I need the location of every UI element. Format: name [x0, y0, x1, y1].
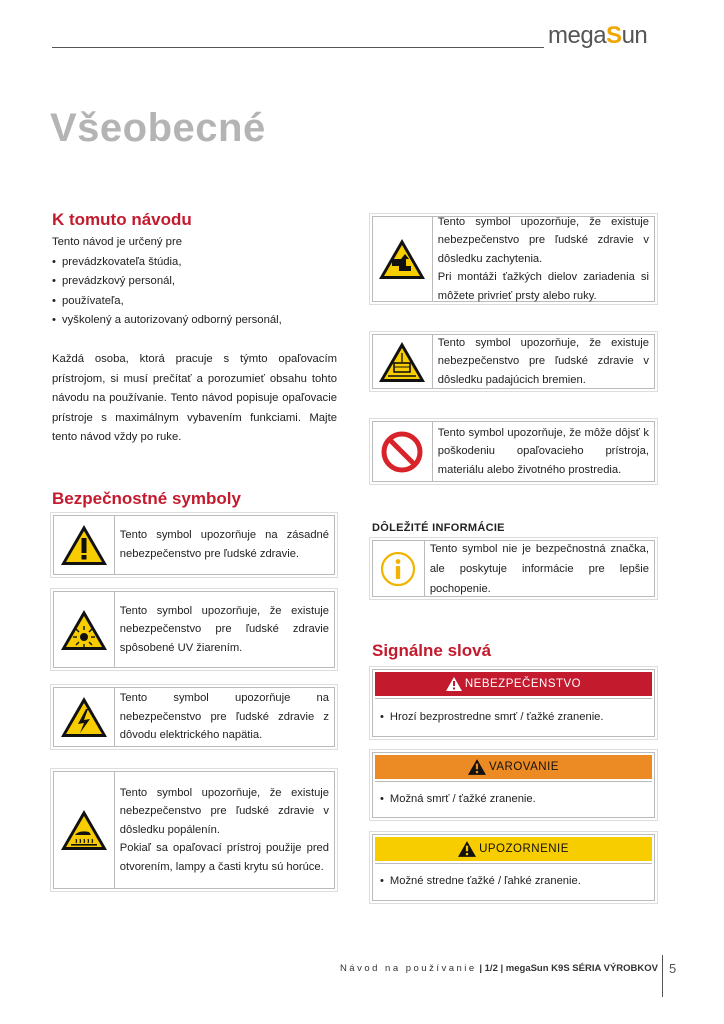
- info-heading: DÔLEŽITÉ INFORMÁCIE: [372, 522, 505, 534]
- signal-box-danger: [372, 669, 655, 737]
- footer: Návod na používanie | 1/2 | megaSun K9S SÉRIA VÝROBKOV: [339, 963, 658, 974]
- symbol-box-uv: Tento symbol upozorňuje, že existuje nebezpečenstvo pre ľudské zdravie spôsobené UV žiarením.: [53, 591, 335, 668]
- symbol-box-falling: Tento symbol upozorňuje, že existuje nebezpečenstvo pre ľudské zdravie v dôsledku padajúcich bremien.: [372, 334, 655, 389]
- signal-box-caution: [372, 834, 655, 901]
- warning-triangle-icon: [446, 677, 462, 691]
- safety-heading: Bezpečnostné symboly: [52, 489, 241, 508]
- footer-divider: [662, 955, 663, 997]
- about-heading: K tomuto návodu: [52, 210, 192, 229]
- list-item: • prevádzkový personál,: [52, 272, 337, 292]
- list-item: • používateľa,: [52, 292, 337, 312]
- audience-list: [52, 253, 337, 331]
- signal-description: • Možné stredne ťažké / ľahké zranenie.: [375, 863, 652, 898]
- electrical-hazard-icon: [54, 688, 115, 746]
- danger-banner: NEBEZPEČENSTVO: [375, 672, 652, 696]
- warning-triangle-icon: [458, 841, 476, 857]
- header-rule: [52, 47, 544, 48]
- uv-radiation-icon: [54, 592, 115, 667]
- page-number: 5: [669, 961, 677, 976]
- info-box: Tento symbol nie je bezpečnostná značka, ale poskytuje informácie pre lepšie pochopenie.: [372, 540, 655, 597]
- signal-box-warning: [372, 752, 655, 818]
- prohibition-icon: [373, 422, 433, 481]
- symbol-box-general: Tento symbol upozorňuje na zásadné nebezpečenstvo pre ľudské zdravie.: [53, 515, 335, 575]
- brand-logo: megaSun: [548, 22, 648, 49]
- about-intro: Tento návod je určený pre: [52, 236, 182, 248]
- warning-banner: VAROVANIE: [375, 755, 652, 779]
- symbol-box-prohibition: Tento symbol upozorňuje, že môže dôjsť k poškodeniu opaľovacieho prístroja, materiálu alebo životného prostredia.: [372, 421, 655, 482]
- info-icon: [373, 541, 425, 596]
- falling-load-icon: [373, 335, 433, 388]
- list-item: • vyškolený a autorizovaný odborný personál,: [52, 311, 337, 331]
- caution-banner: UPOZORNENIE: [375, 837, 652, 861]
- general-warning-icon: [54, 516, 115, 574]
- list-item: • prevádzkovateľa štúdia,: [52, 253, 337, 273]
- signal-heading: Signálne slová: [372, 641, 492, 660]
- page-title: Všeobecné: [50, 106, 266, 150]
- symbol-box-electric: Tento symbol upozorňuje na nebezpečenstvo pre ľudské zdravie z dôvodu elektrického napätia.: [53, 687, 335, 747]
- signal-description: • Možná smrť / ťažké zranenie.: [375, 781, 652, 815]
- warning-triangle-icon: [468, 759, 486, 775]
- about-body: [52, 233, 337, 331]
- symbol-box-crush: Tento symbol upozorňuje, že existuje nebezpečenstvo pre ľudské zdravie v dôsledku zachytenia. Pri montáži ťažkých dielov zariadenia si môžete privrieť prsty alebo ruky.: [372, 216, 655, 302]
- about-paragraph: Každá osoba, ktorá pracuje s týmto opaľovacím prístrojom, si musí prečítať a porozumieť obsahu tohto návodu na používanie. Tento návod popisuje opaľovacie prístroje s maximálnym vybavením funkciami. Majte tento návod vždy po ruke.: [52, 353, 337, 443]
- crush-hand-icon: [373, 217, 433, 301]
- signal-description: • Hrozí bezprostredne smrť / ťažké zranenie.: [375, 698, 652, 734]
- hot-surface-icon: [54, 772, 115, 888]
- symbol-box-burn: Tento symbol upozorňuje, že existuje nebezpečenstvo pre ľudské zdravie v dôsledku popálenín. Pokiaľ sa opaľovací prístroj použije pred otvorením, lampy a časti krytu sú horúce.: [53, 771, 335, 889]
